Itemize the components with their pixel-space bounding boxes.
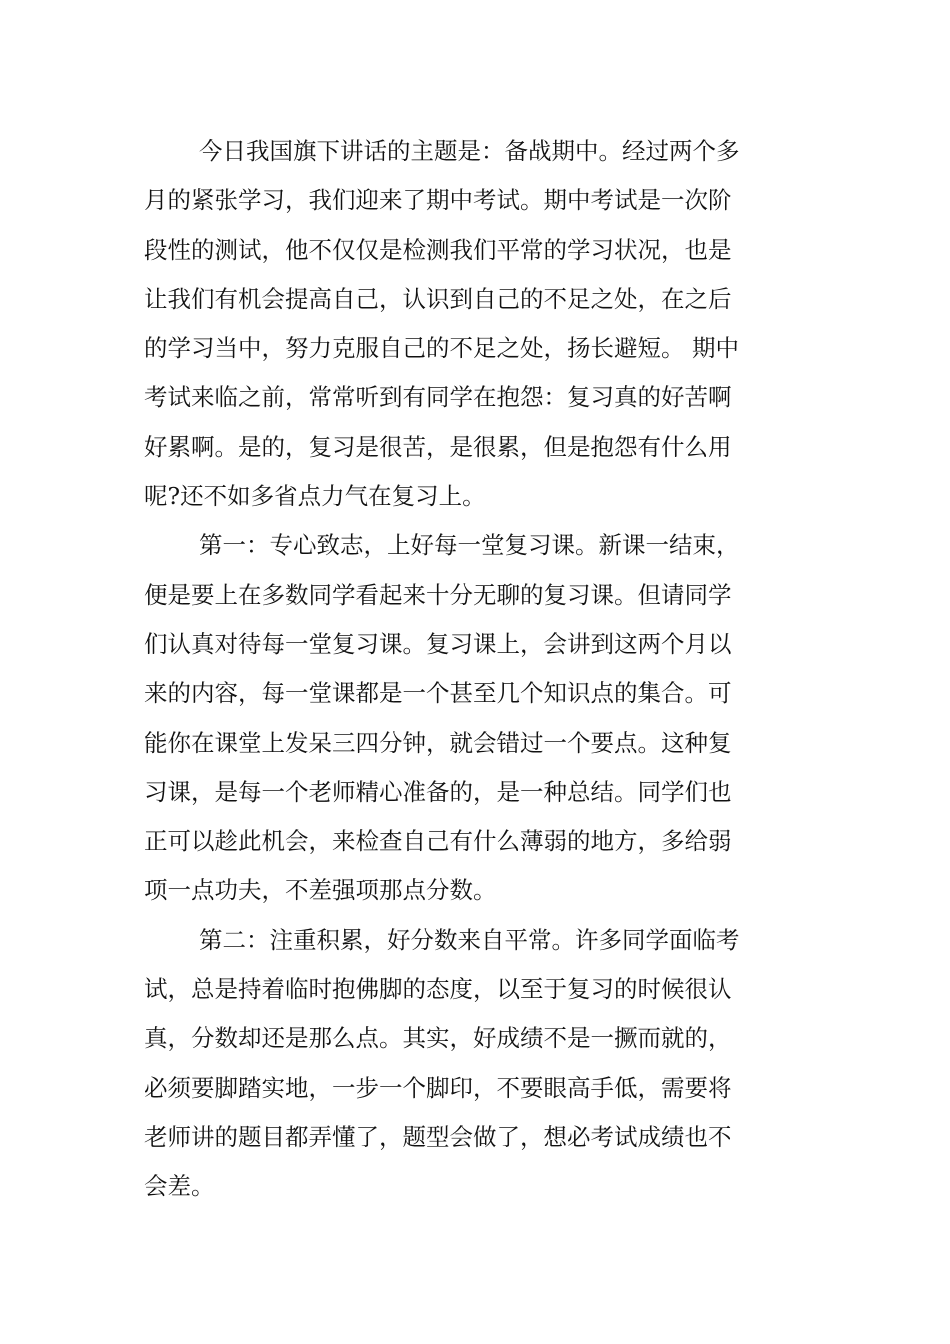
paragraph-line: 项一点功夫，不差强项那点分数。 [144,876,497,905]
paragraph-line: 来的内容，每一堂课都是一个甚至几个知识点的集合。可 [144,679,732,708]
paragraph-line: 今日我国旗下讲话的主题是：备战期中。经过两个多 [199,137,740,165]
paragraph-line: 试，总是持着临时抱佛脚的态度，以至于复习的时候很认 [144,975,732,1004]
paragraph-line: 月的紧张学习，我们迎来了期中考试。期中考试是一次阶 [144,186,732,215]
paragraph-line: 必须要脚踏实地，一步一个脚印，不要眼高手低，需要将 [144,1073,732,1102]
paragraph-line: 让我们有机会提高自己，认识到自己的不足之处，在之后 [144,284,732,313]
paragraph-line: 能你在课堂上发呆三四分钟，就会错过一个要点。这种复 [144,728,732,757]
paragraph-second-point [144,916,808,1212]
paragraph-line: 真，分数却还是那么点。其实，好成绩不是一撅而就的， [144,1024,732,1053]
paragraph-first-point [144,521,808,915]
paragraph-line: 考试来临之前，常常听到有同学在抱怨：复习真的好苦啊 [144,383,732,412]
paragraph-line: 第二：注重积累，好分数来自平常。许多同学面临考 [199,925,740,954]
document-body [144,127,808,1212]
paragraph-line: 呢?还不如多省点力气在复习上。 [144,482,486,511]
paragraph-line: 第一：专心致志，上好每一堂复习课。新课一结束， [199,531,740,560]
paragraph-line: 便是要上在多数同学看起来十分无聊的复习课。但请同学 [144,580,732,609]
paragraph-line: 会差。 [144,1172,215,1201]
paragraph-line: 老师讲的题目都弄懂了，题型会做了，想必考试成绩也不 [144,1122,732,1151]
paragraph-intro [144,127,808,521]
paragraph-line: 习课，是每一个老师精心准备的，是一种总结。同学们也 [144,777,732,806]
paragraph-line: 好累啊。是的，复习是很苦，是很累，但是抱怨有什么用 [144,432,732,461]
paragraph-line: 的学习当中，努力克服自己的不足之处，扬长避短。 期中 [144,334,739,363]
paragraph-line: 段性的测试，他不仅仅是检测我们平常的学习状况，也是 [144,235,732,264]
paragraph-line: 们认真对待每一堂复习课。复习课上，会讲到这两个月以 [144,629,732,658]
paragraph-line: 正可以趁此机会，来检查自己有什么薄弱的地方，多给弱 [144,827,732,856]
